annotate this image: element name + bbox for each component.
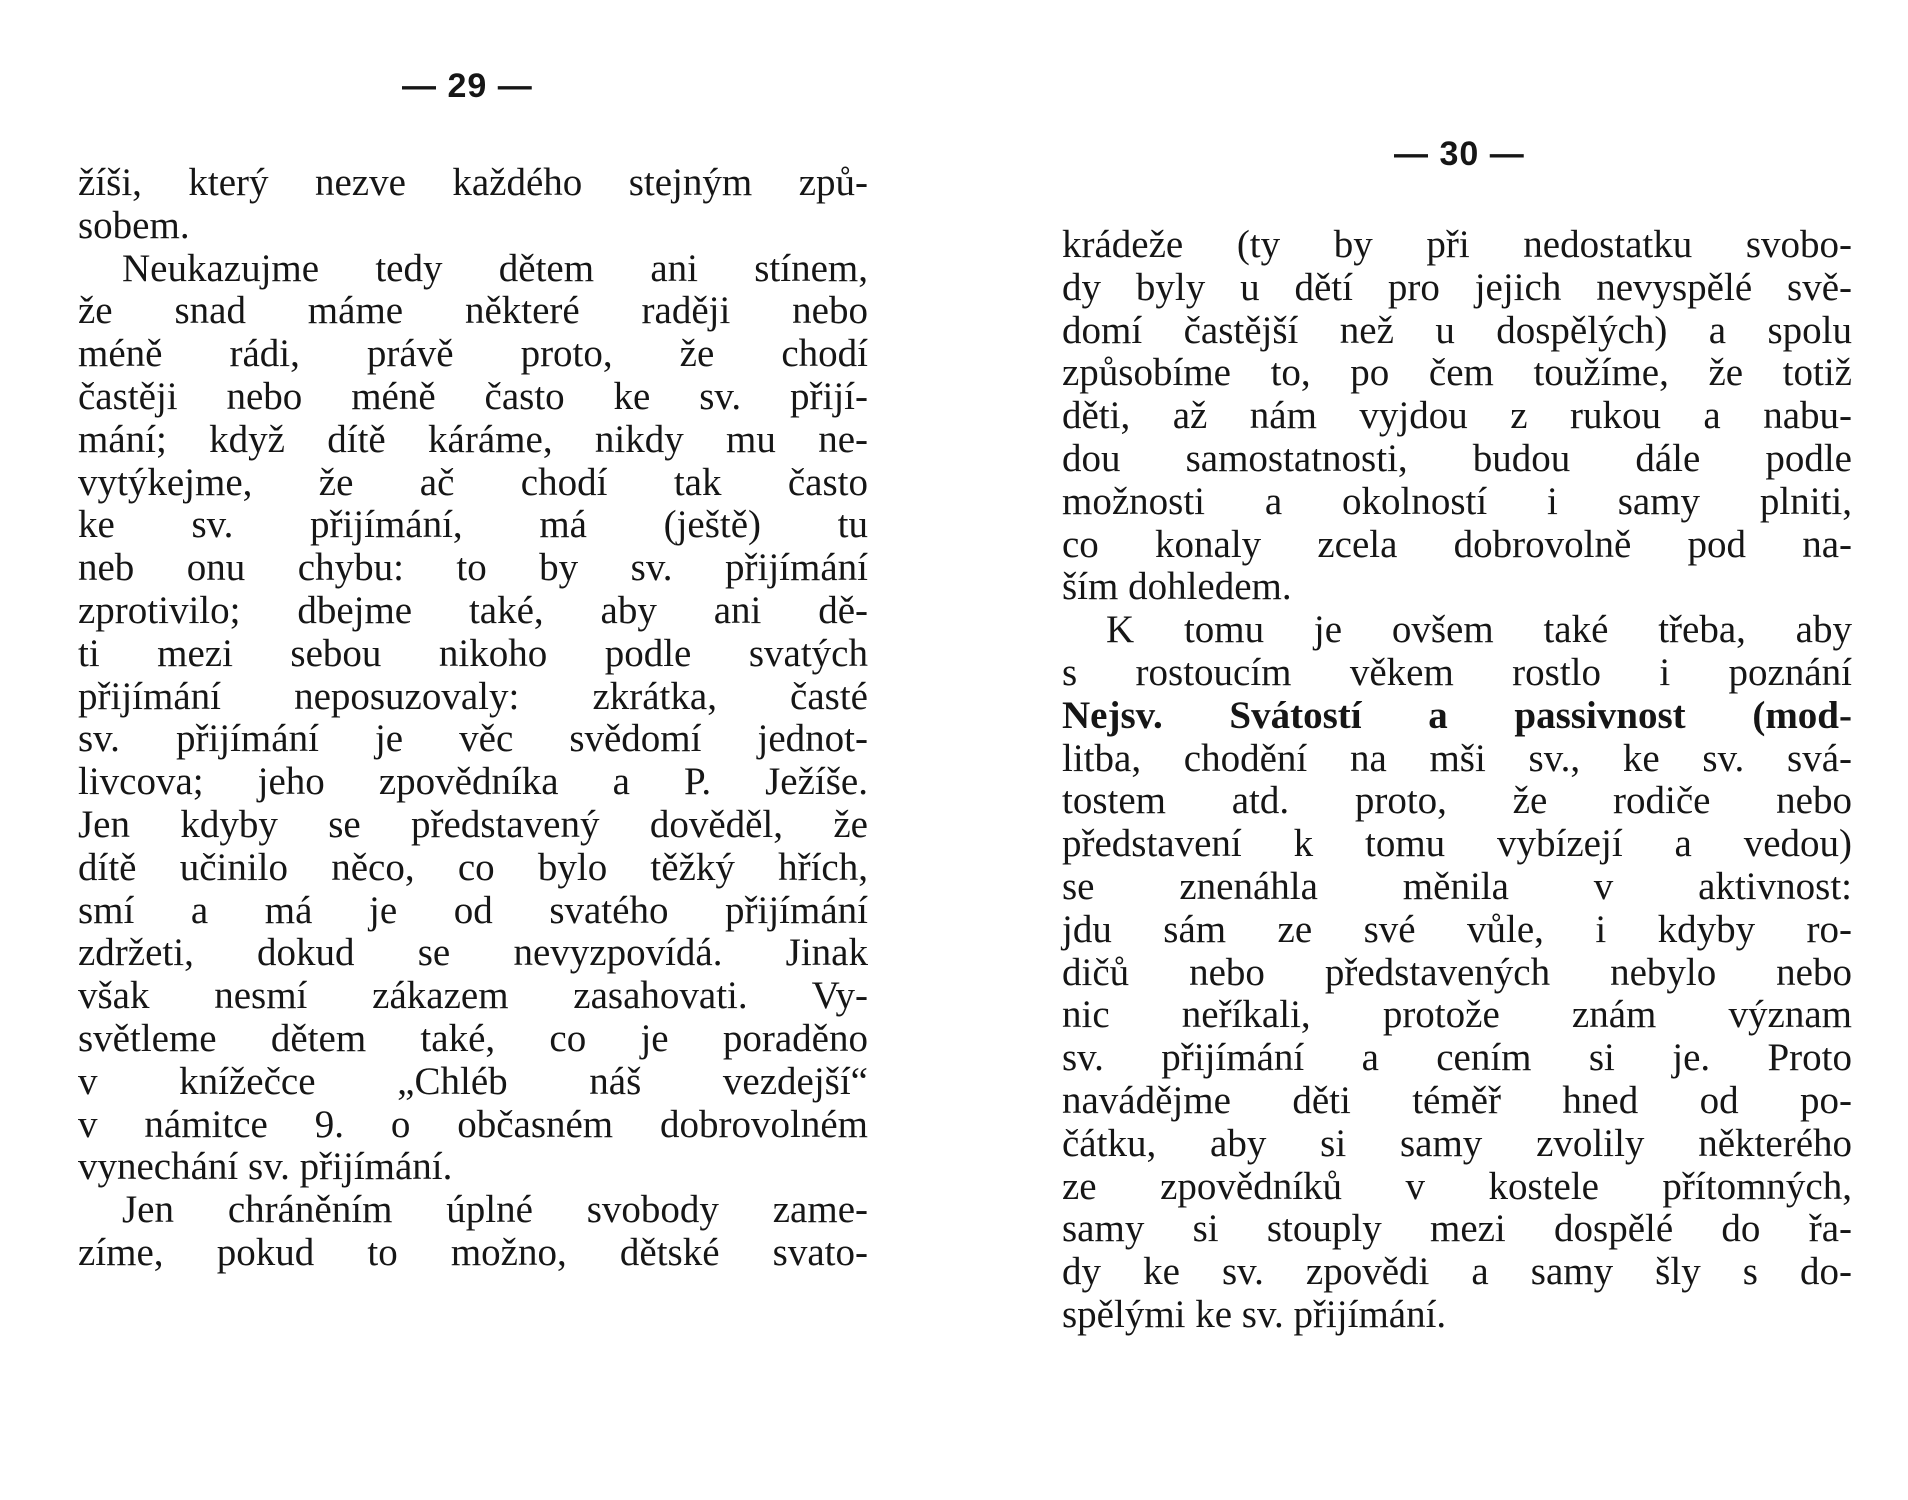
text-line: zíme, pokud to možno, dětské svato- bbox=[78, 1230, 868, 1274]
right-page bbox=[954, 0, 1908, 1500]
text-line: ke sv. přijímání, má (ještě) tu bbox=[78, 503, 868, 547]
text-line: se znenáhla měnila v aktivnost: bbox=[1062, 864, 1852, 908]
text-line: sv. přijímání je věc svědomí jednot- bbox=[78, 717, 868, 761]
text-line: dy byly u dětí pro jejich nevyspělé svě- bbox=[1062, 265, 1852, 309]
text-line: děti, až nám vyjdou z rukou a nabu- bbox=[1062, 394, 1852, 438]
text-line: přijímání neposuzovaly: zkrátka, časté bbox=[78, 674, 868, 718]
text-line: K tomu je ovšem také třeba, aby bbox=[1106, 608, 1852, 652]
text-line: nic neříkali, protože znám význam bbox=[1062, 993, 1852, 1037]
text-line: smí a má je od svatého přijímání bbox=[78, 888, 868, 932]
text-line: Jen kdyby se představený dověděl, že bbox=[78, 802, 868, 846]
text-line: spělými ke sv. přijímání. bbox=[1062, 1292, 1447, 1336]
text-line: však nesmí zákazem zasahovati. Vy- bbox=[78, 974, 868, 1018]
text-line: dičů nebo představených nebylo nebo bbox=[1062, 950, 1852, 994]
text-line: představení k tomu vybízejí a vedou) bbox=[1062, 822, 1852, 866]
right-page-text bbox=[1062, 224, 1852, 1337]
text-line: vytýkejme, že ač chodí tak často bbox=[78, 460, 868, 504]
text-line: ze zpovědníků v kostele přítomných, bbox=[1062, 1164, 1852, 1208]
text-line: ším dohledem. bbox=[1062, 565, 1292, 609]
text-line: ti mezi sebou nikoho podle svatých bbox=[78, 631, 868, 675]
text-line: dítě učinilo něco, co bylo těžký hřích, bbox=[78, 845, 868, 889]
text-line: dy ke sv. zpovědi a samy šly s do- bbox=[1062, 1250, 1852, 1294]
text-line: neb onu chybu: to by sv. přijímání bbox=[78, 546, 868, 590]
text-line: tostem atd. proto, že rodiče nebo bbox=[1062, 779, 1852, 823]
text-line: samy si stouply mezi dospělé do řa- bbox=[1062, 1207, 1852, 1251]
page-number: — 29 — bbox=[402, 67, 533, 105]
text-line: domí častější než u dospělých) a spolu bbox=[1062, 308, 1852, 352]
text-line: možnosti a okolností i samy plniti, bbox=[1062, 479, 1852, 523]
text-line: Jen chráněním úplné svobody zame- bbox=[122, 1188, 868, 1232]
text-line: sobem. bbox=[78, 203, 190, 247]
text-line: zprotivilo; dbejme také, aby ani dě- bbox=[78, 588, 868, 632]
text-line: krádeže (ty by při nedostatku svobo- bbox=[1062, 223, 1852, 266]
text-line: čátku, aby si samy zvolily některého bbox=[1062, 1121, 1852, 1165]
text-line: zdržeti, dokud se nevyzpovídá. Jinak bbox=[78, 931, 868, 975]
text-line: Neukazujme tedy dětem ani stínem, bbox=[122, 246, 868, 290]
text-line: mání; když dítě káráme, nikdy mu ne- bbox=[78, 417, 868, 461]
text-line: častěji nebo méně často ke sv. přijí- bbox=[78, 374, 868, 418]
text-line: méně rádi, právě proto, že chodí bbox=[78, 332, 868, 376]
text-line: co konaly zcela dobrovolně pod na- bbox=[1062, 522, 1852, 566]
text-line: vynechání sv. přijímání. bbox=[78, 1145, 453, 1189]
text-line: způsobíme to, po čem toužíme, že totiž bbox=[1062, 351, 1852, 395]
text-line: v knížečce „Chléb náš vezdejší“ bbox=[78, 1059, 868, 1103]
text-line: navádějme děti téměř hned od po- bbox=[1062, 1078, 1852, 1122]
text-line: litba, chodění na mši sv., ke sv. svá- bbox=[1062, 736, 1852, 780]
text-line: s rostoucím věkem rostlo i poznání bbox=[1062, 650, 1852, 694]
text-line: sv. přijímání a cením si je. Proto bbox=[1062, 1036, 1852, 1080]
text-line: jdu sám ze své vůle, i kdyby ro- bbox=[1062, 907, 1852, 951]
text-line: livcova; jeho zpovědníka a P. Ježíše. bbox=[78, 760, 868, 804]
text-line: světleme dětem také, co je poraděno bbox=[78, 1016, 868, 1060]
text-line: žíši, který nezve každého stejným způ- bbox=[78, 161, 868, 204]
text-line: v námitce 9. o občasném dobrovolném bbox=[78, 1102, 868, 1146]
text-line: že snad máme některé raději nebo bbox=[78, 289, 868, 333]
left-page-text bbox=[78, 162, 868, 1275]
text-line: Nejsv. Svátostí a passivnost (mod- bbox=[1062, 693, 1852, 737]
page-number: — 30 — bbox=[1394, 135, 1525, 173]
text-line: dou samostatnosti, budou dále podle bbox=[1062, 436, 1852, 480]
